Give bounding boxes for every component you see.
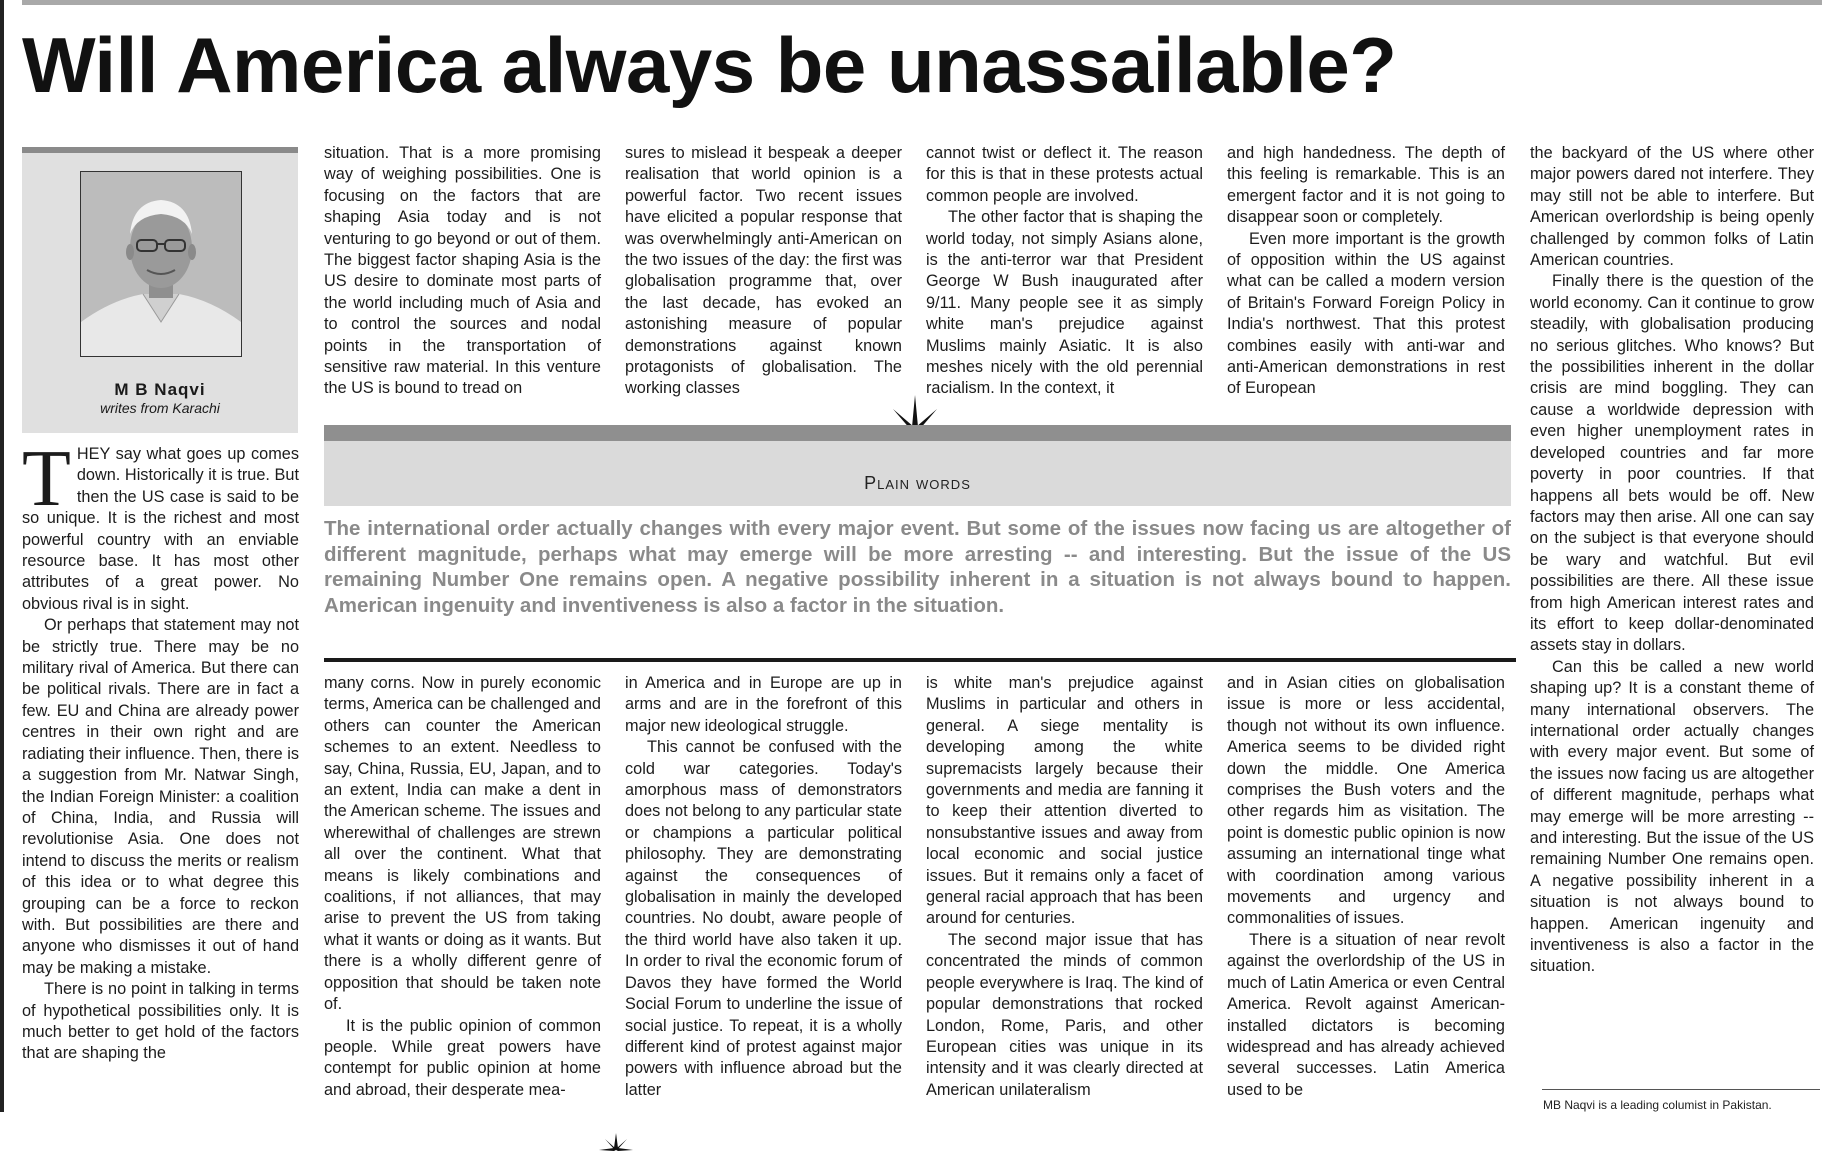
paragraph: This cannot be confused with the cold war categories. Today's amorphous mass of demonstrators does not belong to any particular state or champions a particular political philosophy. They are demonstrating against the consequences of globalisation in mainly the developed countries. No doubt, aware people of the third world have also taken it up. In order to rival the economic forum of Davos they have formed the World Social Forum to underline the issue of social justice. To repeat, it is a wholly different kind of protest against major powers with influence abroad but the latter <box>625 738 902 1099</box>
column-2-bottom <box>625 673 902 1101</box>
column-1-bottom <box>324 673 601 1101</box>
column-3-top <box>926 143 1203 400</box>
author-box <box>22 147 298 433</box>
paragraph: The other factor that is shaping the world today, not simply Asians alone, is the anti-terror war that President George W Bush inaugurated after 9/11. Many people see it as simply white man's prejudice against Muslims mainly Asiatic. It is also meshes nicely with the old perennial racialism. In the context, it <box>926 208 1203 398</box>
section-band-rule <box>324 425 1511 441</box>
column-label <box>324 473 1511 494</box>
paragraph: the backyard of the US where other major powers dared not interfere. They may still not be able to interfere. But American overlordship is being openly challenged by common folks of Latin American countries. <box>1530 144 1814 270</box>
top-rule <box>22 0 1822 5</box>
right-column <box>1530 143 1814 978</box>
paragraph: cannot twist or deflect it. The reason for this is that in these protests actual common people are involved. <box>926 144 1203 205</box>
paragraph: situation. That is a more promising way of weighing possibilities. One is focusing on the factors that are shaping Asia today and is not venturing to go beyond or out of them. The biggest factor shaping Asia is the US desire to dominate most parts of the world including much of Asia and to control the sources and nodal points in the transportation of sensitive raw material. In this venture the US is bound to tread on <box>324 144 601 398</box>
author-name: M B Naqvi <box>114 380 206 399</box>
author-box-rule <box>22 147 298 153</box>
column-label-text: Plain words <box>864 473 971 493</box>
paragraph: and in Asian cities on globalisation issue is more or less accidental, though not without its own influence. America seems to be divided right down the middle. One America comprises the Bush voters and the other regards him as visitation. The point is domestic public opinion is now assuming an international tinge what with coordination among various movements and urgency and commonalities of issues. <box>1227 674 1505 928</box>
column-4-top <box>1227 143 1505 400</box>
paragraph: There is no point in talking in terms of hypothetical possibilities only. It is much better to get hold of the factors that are shaping the <box>22 980 299 1063</box>
paragraph: in America and in Europe are up in arms and are in the forefront of this major new ideological struggle. <box>625 674 902 735</box>
author-photo <box>80 171 242 357</box>
author-location: writes from Karachi <box>100 400 220 416</box>
paragraph: many corns. Now in purely economic terms, America can be challenged and others can counter the American schemes to an extent. Needless to say, China, Russia, EU, Japan, and to an extent, India can make a dent in the American scheme. The issues and wherewithal of challenges are strewn all over the continent. What that means is likely combinations and coalitions, if not alliances, that may arise to prevent the US from taking what it wants or doing as it wants. But there is a wholly different genre of opposition that should be taken note of. <box>324 674 601 1014</box>
column-3-bottom <box>926 673 1203 1101</box>
paragraph: The second major issue that has concentrated the minds of common people everywhere is Iraq. The kind of popular demonstrations that rocked London, Rome, Paris, and other European cities was unique in its intensity and it was clearly directed at American unilateralism <box>926 930 1203 1099</box>
paragraph: Even more important is the growth of opposition within the US against what can be called a modern version of Britain's Forward Foreign Policy in India's northwest. That this protest combines easily with anti-war and anti-American demonstrations in rest of European <box>1227 229 1505 398</box>
drop-cap: T <box>22 435 71 523</box>
lead-paragraph <box>22 435 299 615</box>
paragraph: Or perhaps that statement may not be strictly true. There may be no military rival of America. But there can be political rivals. There are in fact a few. EU and China are already power centres in their own right and are radiating their influence. Then, there is a suggestion from Mr. Natwar Singh, the Indian Foreign Minister: a coalition of China, India, and Russia will revolutionise Asia. One does not intend to discuss the merits or realism of this idea or to what degree this grouping can be a force to reckon with. But possibilities are there and anyone who dismisses it out of hand may be making a mistake. <box>22 616 299 977</box>
section-divider-rule <box>324 658 1516 662</box>
column-4-bottom <box>1227 673 1505 1101</box>
paragraph: Can this be called a new world shaping up? It is a constant theme of many international observers. The international order actually changes with every major event. But some of the issues now facing us are altogether of different magnitude, perhaps what may emerge will be more arresting -- and interesting. But the issue of the US remaining Number One remains open. A negative possibility inherent in a situation is not always bound to happen. American ingenuity and inventiveness is also a factor in the situation. <box>1530 657 1814 976</box>
lead-column <box>22 435 299 1065</box>
lead-paragraph-text: HEY say what goes up comes down. Historically it is true. But then the US case is said to be so unique. It is the richest and most powerful country with an enviable resource base. It has most other attributes of a great power. No obvious rival is in sight. <box>22 445 299 613</box>
paragraph: and high handedness. The depth of this feeling is remarkable. This is an emergent factor and it is not going to disappear soon or completely. <box>1227 144 1505 227</box>
paragraph: Finally there is the question of the world economy. Can it continue to grow steadily, with globalisation producing no serious glitches. Who knows? But the possibilities inherent in the dollar crisis are mind boggling. They can cause a worldwide depression with even higher unemployment rates in developed countries and far more poverty in poor countries. If that happens all bets would be off. New factors may then arise. All one can say on the subject is that everyone should be wary and watchful. But evil possibilities are there. All these issue from high American interest rates and its effort to keep dollar-denominated assets stay in dollars. <box>1530 272 1814 655</box>
pull-quote: The international order actually changes with every major event. But some of the issues now facing us are altogether of different magnitude, perhaps what may emerge will be more arresting -- and interesting. But the issue of the US remaining Number One remains open. A negative possibility inherent in a situation is not always bound to happen. American ingenuity and inventiveness is also a factor in the situation. <box>324 517 1511 617</box>
author-credit: MB Naqvi is a leading columist in Pakistan. <box>1543 1098 1772 1112</box>
left-margin-rule <box>0 0 4 1112</box>
paragraph: It is the public opinion of common people. While great powers have contempt for public opinion at home and abroad, their desperate mea- <box>324 1016 601 1099</box>
starburst-ornament-icon <box>598 1132 634 1151</box>
headline: Will America always be unassailable? <box>22 21 1397 109</box>
paragraph: is white man's prejudice against Muslims in particular and others in general. A siege mentality is developing among the white supremacists largely because their governments and media are fanning it to keep their attention diverted to nonsubstantive issues and away from local economic and social justice issues. But it remains only a facet of general racial approach that has been around for centuries. <box>926 674 1203 928</box>
column-2-top <box>625 143 902 400</box>
column-1-top <box>324 143 601 400</box>
paragraph: sures to mislead it bespeak a deeper realisation that world opinion is a powerful factor. Two recent issues have elicited a popular response that was overwhelmingly anti-American on the two issues of the day: the first was globalisation programme that, over the last decade, has evoked an astonishing measure of popular demonstrations against known protagonists of globalisation. The working classes <box>625 144 902 398</box>
paragraph: There is a situation of near revolt against the overlordship of the US in much of Latin America or even Central America. Revolt against American-installed dictators is becoming widespread and has already achieved several successes. Latin America used to be <box>1227 930 1505 1099</box>
credit-rule <box>1542 1089 1820 1090</box>
